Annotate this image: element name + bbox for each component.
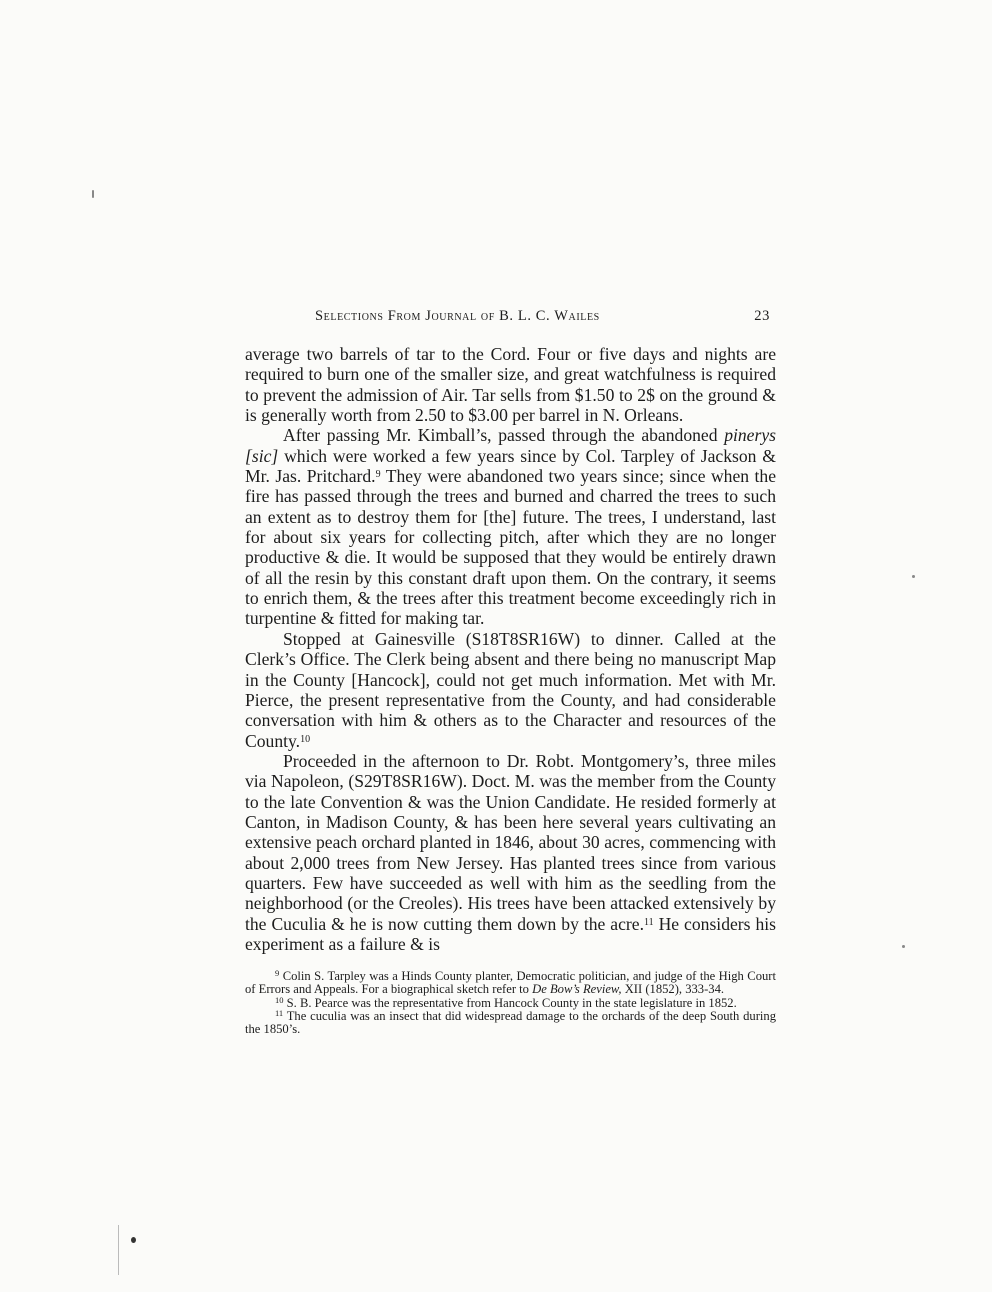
scan-speck bbox=[912, 575, 915, 578]
paragraph-3: Stopped at Gainesville (S18T8SR16W) to dinner. Called at the Clerk’s Office. The Clerk being absent and there being no manuscript Map in the County [Hancock], could not get much information. Met with Mr. Pierce, the present representative from the County, and had considerable conversation with him & others as to the Character and resources of the County.$^{10}$ bbox=[245, 628, 776, 751]
footnote-11: $^{11}$ The cuculia was an insect that did widespread damage to the orchards of the deep South during the 1850’s. bbox=[245, 1007, 776, 1036]
scan-speck bbox=[131, 1237, 136, 1243]
page-number: 23 bbox=[754, 308, 770, 324]
body-text bbox=[245, 344, 776, 954]
footnotes bbox=[245, 970, 776, 1035]
paragraph-4: Proceeded in the afternoon to Dr. Robt. Montgomery’s, three miles via Napoleon, (S29T8SR16W). Doct. M. was the member from the County to the late Convention & was the Union Candidate. He resided formerly at Canton, in Madison County, & has been here several years cultivating an extensive peach orchard planted in 1846, about 30 acres, commencing with about 2,000 trees from New Jersey. Has planted trees since from various quarters. Few have succeeded as well with him as the seedling from the neighborhood (or the Creoles). His trees have been attacked extensively by the Cuculia & he is now cutting them down by the acre.$^{11}$ He considers his experiment as a failure & is bbox=[245, 750, 776, 954]
running-header bbox=[245, 308, 776, 330]
footnote-ref-11: 11 bbox=[643, 916, 654, 928]
footnote-ref-10: 10 bbox=[300, 733, 311, 745]
scan-speck bbox=[902, 945, 905, 948]
scan-speck bbox=[118, 1225, 119, 1275]
footnote-ref-9: 9 bbox=[375, 469, 381, 481]
footnote-10: $^{10}$ S. B. Pearce was the representative from Hancock County in the state legislature in 1852. bbox=[275, 994, 737, 1010]
running-title: Selections From Journal of B. L. C. Wailes bbox=[315, 308, 600, 324]
paragraph-2: After passing Mr. Kimball’s, passed through the abandoned pinerys [sic] which were worked a few years since by Col. Tarpley of Jackson & Mr. Jas. Pritchard.$^9$ They were abandoned two years since; since when the fire has passed through the trees and burned and charred the trees to such an extent as to destroy them for [the] future. The trees, I understand, last for about six years for collecting pitch, after which they are no longer productive & die. It would be supposed that they would be entirely drawn of all the resin by this constant draft upon them. On the contrary, it seems to enrich them, & the trees after this treatment become exceedingly rich in turpentine & fitted for making tar. bbox=[245, 425, 776, 629]
scan-speck bbox=[92, 190, 94, 198]
journal-page bbox=[245, 308, 776, 1036]
italic-pinerys: pinerys [sic] bbox=[245, 425, 776, 466]
footnote-9: $^9$ Colin S. Tarpley was a Hinds County planter, Democratic politician, and judge of the High Court of Errors and Appeals. For a biographical sketch refer to De Bow’s Review, XII (1852), 333-34. bbox=[245, 968, 776, 997]
paragraph-1: average two barrels of tar to the Cord. Four or five days and nights are required to burn one of the smaller size, and great watchfulness is required to prevent the admission of Air. Tar sells from $1.50 to 2$ on the ground & is generally worth from 2.50 to $3.00 per barrel in N. Orleans. bbox=[245, 344, 776, 426]
